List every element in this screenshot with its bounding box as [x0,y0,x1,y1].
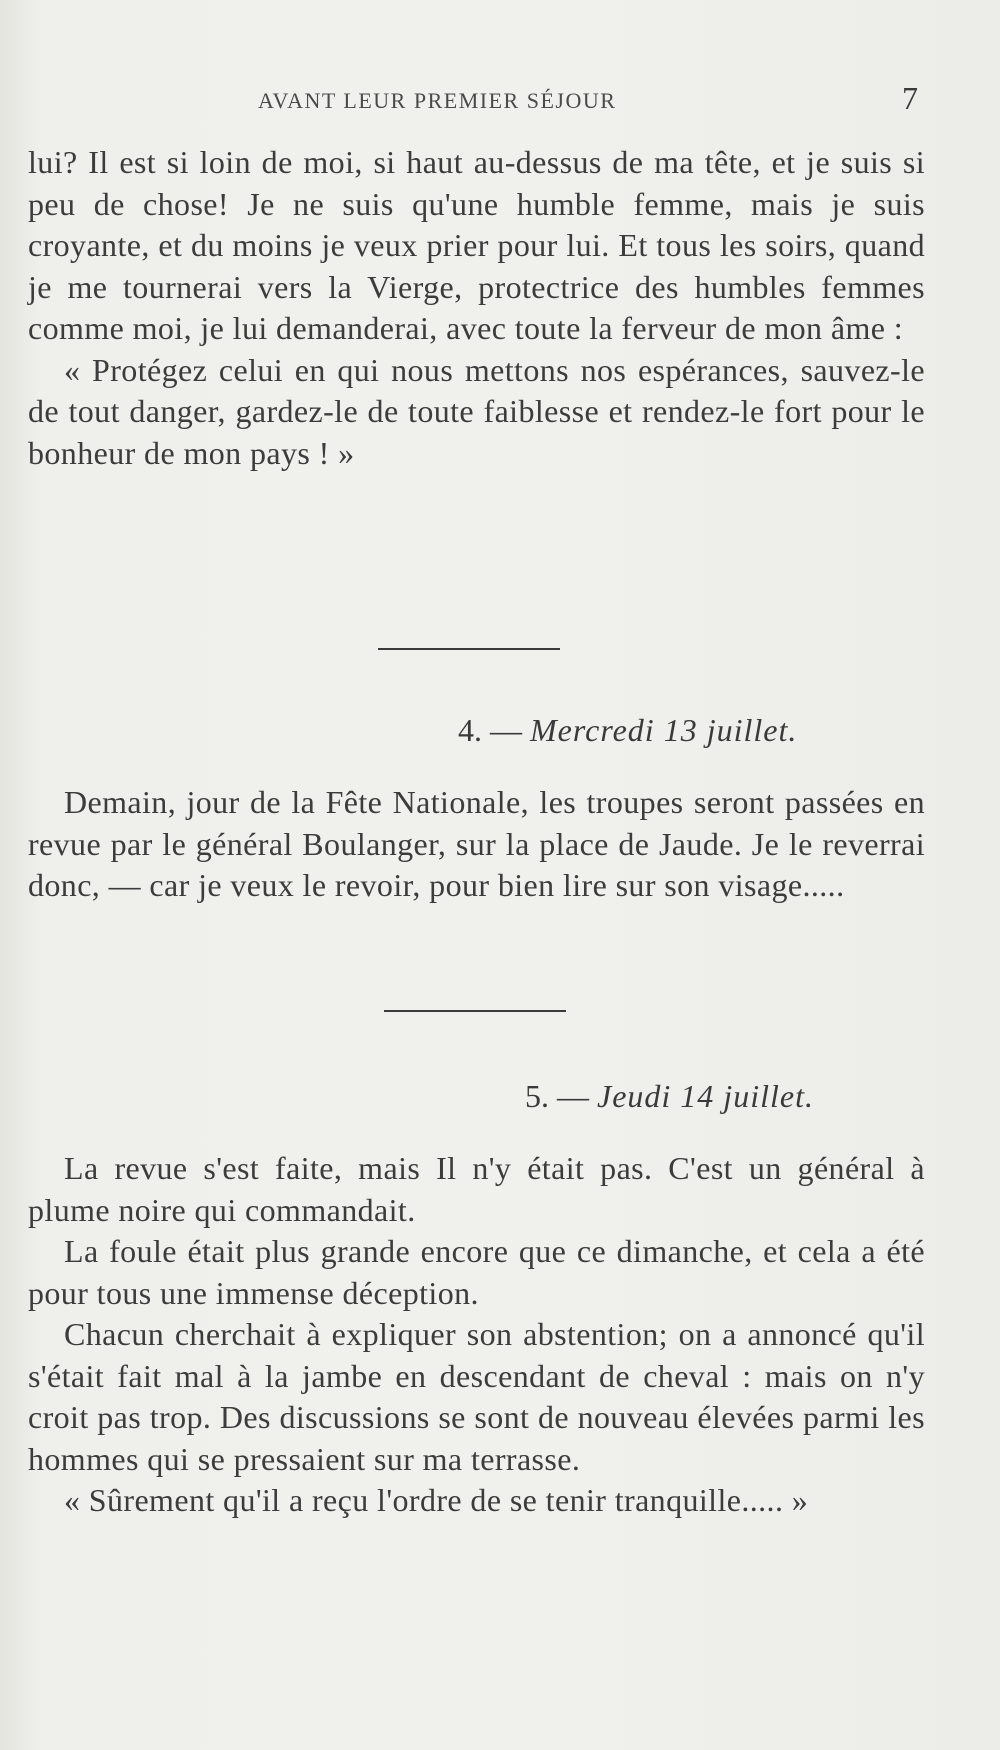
entry-heading-4 [458,712,797,749]
entry-5-body [28,1148,925,1522]
paragraph: Chacun cherchait à expliquer son abstention; on a annoncé qu'il s'était fait mal à la jambe en descendant de cheval : mais on n'y croit pas trop. Des discussions se sont de nouveau élevées parmi les hommes qui se pressaient sur ma terrasse. [28,1316,925,1477]
entry-date: Mercredi 13 juillet. [530,712,798,748]
entry-4-body [28,782,925,907]
section-divider [384,1010,566,1012]
section-divider [378,648,560,650]
paragraph-prayer: « Protégez celui en qui nous mettons nos espérances, sauvez-le de tout danger, gardez-le de toute faiblesse et rendez-le fort pour le bonheur de mon pays ! » [28,351,925,471]
entry-3-continuation [28,142,925,474]
paragraph: La foule était plus grande encore que ce dimanche, et cela a été pour tous une immense déception. [28,1233,925,1311]
paragraph-quote: « Sûrement qu'il a reçu l'ordre de se tenir tranquille..... » [64,1482,809,1518]
entry-date: Jeudi 14 juillet. [597,1078,814,1114]
page-header [28,80,918,120]
running-head: AVANT LEUR PREMIER SÉJOUR [258,88,617,113]
paragraph: Demain, jour de la Fête Nationale, les troupes seront passées en revue par le général Boulanger, sur la place de Jaude. Je le reverrai donc, — car je veux le revoir, pour bien lire sur son visage..... [28,784,925,903]
entry-number: 4. — [458,712,522,748]
entry-heading-5 [525,1078,814,1115]
paragraph: lui? Il est si loin de moi, si haut au-dessus de ma tête, et je suis si peu de chose! Je ne suis qu'une humble femme, mais je suis croyante, et du moins je veux prier pour lui. Et tous les soirs, quand je me tournerai vers la Vierge, protectrice des humbles femmes comme moi, je lui demanderai, avec toute la ferveur de mon âme : [28,144,925,346]
paragraph: La revue s'est faite, mais Il n'y était pas. C'est un général à plume noire qui commandait. [28,1150,925,1228]
entry-number: 5. — [525,1078,589,1114]
page-number: 7 [902,80,918,116]
